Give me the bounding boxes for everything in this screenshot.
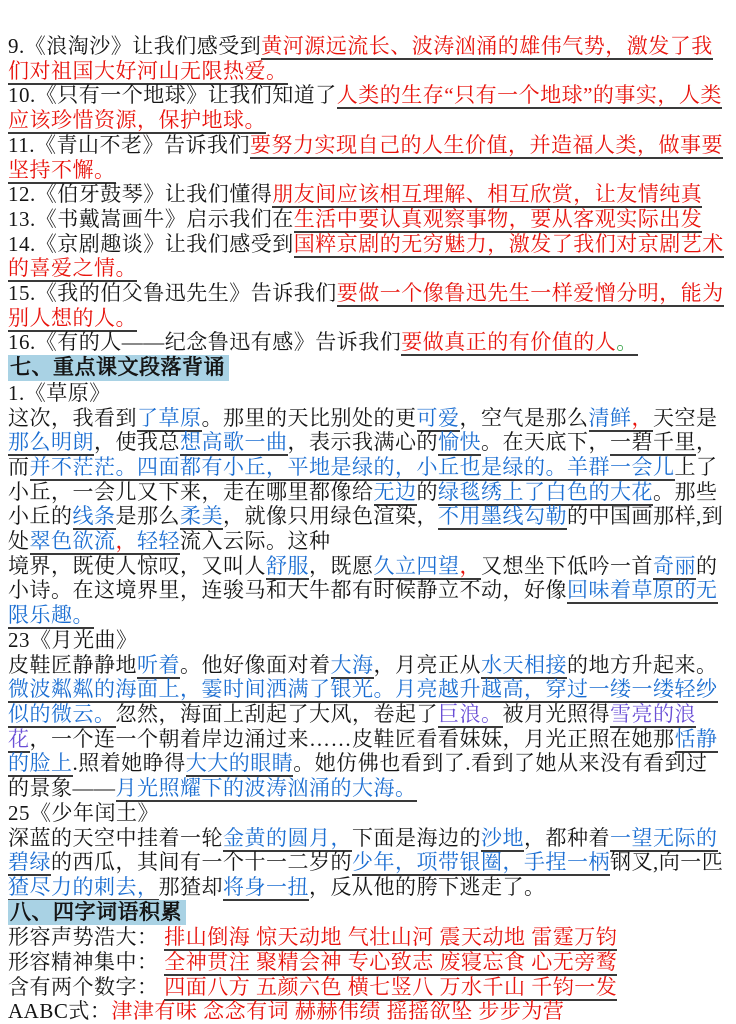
text-segment: 15.《我的伯父鲁迅先生》告诉我们 <box>8 281 337 306</box>
text-segment: ，空气是那么 <box>459 405 589 430</box>
text-segment: 1.《草原》 <box>8 380 111 405</box>
text-segment: 想高歌一曲 <box>180 430 288 455</box>
text-segment: ，反从他的胯下逃走了。 <box>309 874 546 899</box>
text-segment: 。 <box>616 330 638 355</box>
text-segment: 黄河源远流长、波涛汹涌的雄伟气势，激发了我们对祖国大好河山无限热爱。 <box>8 34 713 83</box>
text-segment: 9.《浪淘沙》让我们感受到 <box>8 34 262 58</box>
text-segment: 全神贯注 聚精会神 专心致志 废寝忘食 心无旁鹜 <box>164 950 618 975</box>
text-segment: 。那些小丘的 <box>8 479 718 529</box>
section-header-7-label <box>8 355 229 381</box>
text-segment: 线条 <box>72 504 116 529</box>
text-segment: 可爱 <box>416 405 460 430</box>
text-segment: 的西瓜，其间有一个十一二岁的 <box>51 850 352 875</box>
text-segment: 少年，项带银圈，手捏一柄 <box>352 850 610 875</box>
text-segment: 绿毯绣上了白色的大花 <box>438 479 653 504</box>
item-16 <box>8 330 728 355</box>
passage-shaonianruntu <box>8 826 728 900</box>
text-segment: 23《月光曲》 <box>8 627 138 652</box>
text-segment: 微波粼粼的海面上，霎时间洒满了银光。月亮越升越高，穿过一缕一缕轻纱似的微云。 <box>8 677 718 726</box>
item-15 <box>8 281 728 330</box>
passage-caoyuan <box>8 406 728 628</box>
text-segment: 不用墨线勾勒 <box>438 504 567 529</box>
text-segment: 人类的生存“只有一个地球”的事实，人类应该珍惜资源，保护地球。 <box>8 83 722 133</box>
text-segment: 七、重点课文段落背诵 <box>10 355 225 380</box>
text-segment: ，就像只用绿色渲染， <box>223 504 438 529</box>
text-segment: ， <box>459 553 481 578</box>
text-segment: 那么明朗 <box>8 430 94 455</box>
text-segment: 柔美 <box>180 504 223 529</box>
text-segment: 被月光照得 <box>502 701 610 726</box>
text-segment: 是那么 <box>115 504 180 529</box>
text-segment: 。那里的天比别处的更 <box>201 405 417 430</box>
text-segment: 恬静的脸上 <box>8 726 718 776</box>
section-header-8 <box>8 900 728 926</box>
item-9 <box>8 34 728 83</box>
text-segment: 这次，我看到 <box>8 405 137 430</box>
text-segment: ，使我总 <box>94 430 180 455</box>
text-segment: 听着 <box>137 652 180 677</box>
text-segment: 。她仿佛也看到了.看到了她从来没有看到过的景象—— <box>8 751 708 801</box>
text-segment: 朋友间应该相互理解、相互欣赏，让友情纯真 <box>272 182 703 207</box>
text-segment: .照着她睁得 <box>72 751 186 776</box>
text-segment: 津津有味 念念有词 赫赫伟绩 摇摇欲坠 步步为营 <box>111 999 565 1024</box>
text-segment: AABC式： <box>8 999 112 1024</box>
text-segment: 金黄的圆月， <box>223 825 352 850</box>
text-segment: 10.《只有一个地球》让我们知道了 <box>8 83 337 108</box>
text-segment: 。在天底下， <box>481 430 610 455</box>
text-segment: 下面是海边的 <box>352 825 481 850</box>
wordline-jingshenjizhong <box>8 950 728 975</box>
text-segment: 沙地 <box>481 825 524 850</box>
text-segment: 上了小丘，一会儿又下来，走在哪里都像给 <box>8 454 718 504</box>
text-segment: ，而 <box>8 430 718 479</box>
text-segment: 大大的眼睛 <box>185 751 294 776</box>
text-segment: 清鲜 <box>588 405 632 430</box>
text-segment: 愉快 <box>438 430 481 455</box>
text-segment: 流入云际。这种 <box>180 529 331 554</box>
item-13 <box>8 207 728 232</box>
text-segment: 回味着草原的无限乐趣。 <box>8 578 718 628</box>
text-segment: 14.《京剧趣谈》让我们感受到 <box>8 231 294 256</box>
text-segment: 久立四望 <box>373 553 460 578</box>
text-segment: 排山倒海 惊天动地 气壮山河 震天动地 雷霆万钧 <box>164 925 618 950</box>
text-segment: 的 <box>416 479 438 504</box>
text-segment: 又想坐下低吟一首 <box>481 553 653 578</box>
text-segment: 国粹京剧的无穷魅力，激发了我们对京剧艺术的喜爱之情。 <box>8 231 724 281</box>
text-segment: 皮鞋匠静静地 <box>8 652 137 677</box>
text-segment: 八、四字词语积累 <box>10 899 182 924</box>
subhead-yueguangqu <box>8 628 728 653</box>
text-segment: ，都种着 <box>524 825 610 850</box>
subhead-caoyuan <box>8 381 728 406</box>
text-segment: 要做一个像鲁迅先生一样爱憎分明，能为别人想的人。 <box>8 281 724 330</box>
text-segment: 13.《书戴嵩画牛》启示我们在 <box>8 206 294 231</box>
text-segment: 形容精神集中： <box>8 950 165 975</box>
text-segment: 那猹却 <box>158 874 223 899</box>
text-segment: 的地方升起来。 <box>567 652 718 677</box>
text-segment: ， <box>115 529 137 554</box>
text-segment: 钢叉,向一匹 <box>610 850 724 875</box>
text-segment: 一碧千里 <box>610 430 696 455</box>
text-segment: 天空是 <box>653 405 718 430</box>
item-10 <box>8 83 728 132</box>
text-segment: 翠色欲流 <box>29 529 116 554</box>
text-segment: ， <box>631 405 653 430</box>
text-segment: 12.《伯牙鼓琴》让我们懂得 <box>8 182 273 207</box>
text-segment: 水天相接 <box>481 652 567 677</box>
text-segment: 了草原 <box>137 405 202 430</box>
text-segment: 11.《青山不老》告诉我们 <box>8 132 250 157</box>
text-segment: 无边 <box>373 479 417 504</box>
text-segment: 巨浪。 <box>438 701 503 726</box>
text-segment: 舒服 <box>266 553 309 578</box>
text-segment: 月光照耀下的波涛汹涌的大海。 <box>115 776 417 801</box>
text-segment: 雪亮的浪花 <box>8 701 696 751</box>
text-segment: 轻轻 <box>137 529 180 554</box>
passage-yueguangqu <box>8 653 728 801</box>
text-segment: 16.《有的人——纪念鲁迅有感》告诉我们 <box>8 330 402 355</box>
text-segment: 要努力实现自己的人生价值，并造福人类，做事要坚持不懈。 <box>8 132 723 182</box>
text-segment: ，表示我满心的 <box>287 430 438 455</box>
text-segment: 四面八方 五颜六色 横七竖八 万水千山 千钧一发 <box>164 974 618 999</box>
text-segment: 大海 <box>330 652 374 677</box>
text-segment: 的中国画那样,到处 <box>8 504 724 554</box>
text-segment: 忽然，海面上刮起了大风，卷起了 <box>115 701 438 726</box>
text-segment: 25《少年闰土》 <box>8 800 159 825</box>
text-segment: 并不茫茫。四面都有小丘，平地是绿的，小丘也是绿的。羊群一会儿 <box>29 454 675 479</box>
item-12 <box>8 182 728 207</box>
text-segment: 。他好像面对着 <box>180 652 331 677</box>
item-11 <box>8 133 728 182</box>
text-segment: 形容声势浩大： <box>8 925 165 950</box>
wordline-aabc <box>8 999 728 1024</box>
text-segment: 猹尽力的刺去， <box>8 874 159 899</box>
text-segment: ，既愿 <box>309 553 374 578</box>
text-segment: 的小诗。在这境界里，连骏马和大牛都有时候静立不动，好像 <box>8 553 718 603</box>
text-segment: ，月亮正从 <box>373 652 481 677</box>
section-header-8-label <box>8 900 186 926</box>
text-segment: 含有两个数字： <box>8 974 165 999</box>
text-segment: 奇丽 <box>653 553 696 578</box>
text-segment: 深蓝的天空中挂着一轮 <box>8 825 223 850</box>
text-segment: 境界，既使人惊叹，又叫人 <box>8 553 266 578</box>
text-segment: 一望无际的碧绿 <box>8 825 718 875</box>
text-segment: 将身一扭 <box>223 874 309 899</box>
item-14 <box>8 232 728 281</box>
section-header-7 <box>8 355 728 381</box>
wordline-liangge-shuzi <box>8 975 728 1000</box>
subhead-shaonianruntu <box>8 801 728 826</box>
text-segment: ，一个连一个朝着岸边涌过来……皮鞋匠看看妹妹，月光正照在她那 <box>29 726 675 751</box>
wordline-shengshihaoda <box>8 925 728 950</box>
text-segment: 生活中要认真观察事物，要从客观实际出发 <box>293 206 703 231</box>
text-segment: 要做真正的有价值的人 <box>401 330 617 355</box>
